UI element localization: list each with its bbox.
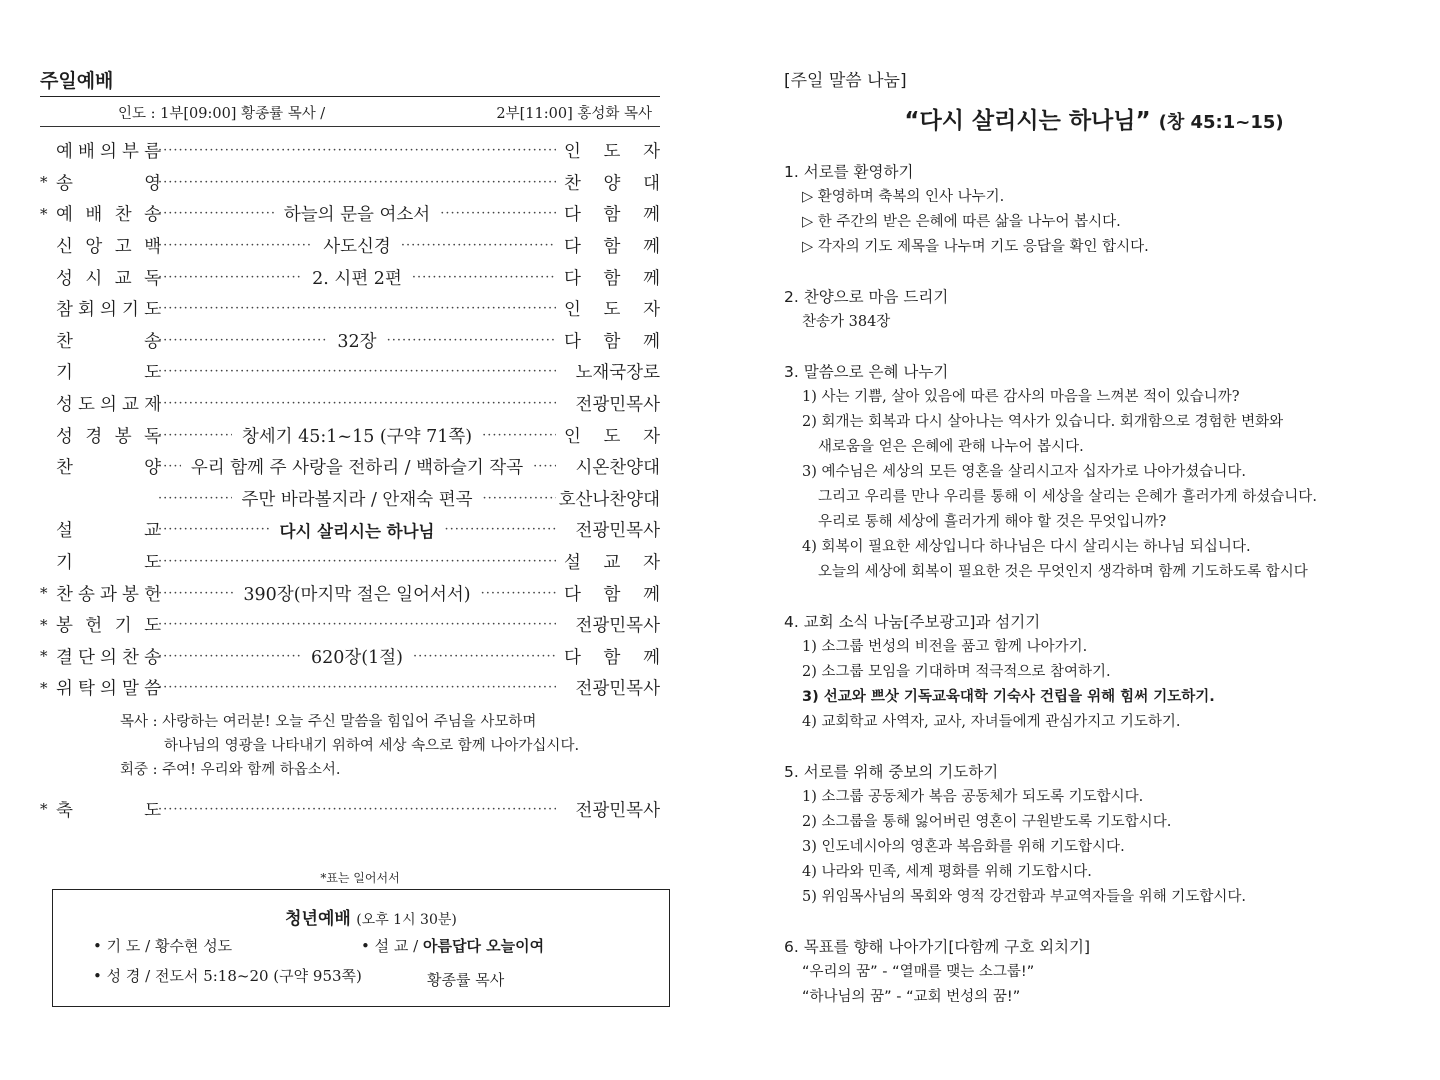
order-item-role	[564, 138, 660, 163]
order-item-name	[56, 296, 161, 321]
name-char: 함	[603, 331, 621, 352]
dot-leader	[158, 518, 556, 542]
order-item-role	[564, 644, 660, 669]
name-char: 봉	[56, 616, 73, 637]
name-char: 교	[114, 268, 132, 289]
order-item-role: 호산나찬양대	[558, 489, 660, 510]
section-item: 1) 소그룹 번성의 비전을 품고 함께 나아가기.	[802, 639, 1088, 655]
youth-title: 청년예배	[285, 909, 351, 929]
name-char: 도	[78, 395, 95, 416]
name-char: 께	[643, 647, 660, 668]
name-char: 양	[144, 458, 161, 479]
section-item: 우리로 통해 세상에 흘러가게 해야 할 것은 무엇입니까?	[818, 514, 1167, 530]
youth-title-row	[93, 904, 649, 929]
leader-first-service: 인도 : 1부[09:00] 황종률 목사 /	[118, 106, 326, 122]
youth-sermon	[361, 935, 544, 956]
order-item-name	[56, 517, 161, 542]
order-item-content: 주만 바라볼지라 / 안재숙 편곡	[241, 489, 473, 510]
order-row	[40, 230, 660, 262]
leaders-row	[40, 97, 660, 126]
dot-leader	[158, 301, 556, 316]
order-item-name	[56, 644, 161, 669]
name-char: 기	[56, 363, 73, 384]
name-char: 축	[56, 800, 73, 821]
name-char: 다	[564, 584, 581, 605]
dot-leader	[158, 175, 556, 190]
order-item-role	[564, 296, 660, 321]
blessing-name	[56, 797, 161, 822]
name-char: 성	[56, 395, 73, 416]
name-char: 찬	[122, 647, 139, 668]
dot-leader	[158, 364, 556, 379]
dot-leader	[158, 201, 556, 226]
order-item-role: 전광민목사	[575, 395, 660, 416]
dot-leader	[158, 396, 556, 411]
name-char: 름	[144, 142, 161, 163]
name-char: 독	[144, 426, 161, 447]
name-char: 봉	[114, 426, 132, 447]
name-char: 영	[144, 173, 161, 194]
name-char: 께	[643, 268, 660, 289]
dot-leader	[158, 328, 556, 353]
stand-mark: *	[40, 678, 48, 697]
dot-leader	[158, 233, 556, 258]
order-row	[40, 641, 660, 673]
order-row	[40, 261, 660, 293]
sharing-section	[784, 285, 1404, 335]
order-item-role	[564, 328, 660, 353]
name-char: 다	[564, 331, 581, 352]
youth-prayer: • 기 도 / 황수현 성도	[93, 937, 233, 955]
dot-leader	[158, 486, 556, 511]
name-char: 찬	[56, 458, 73, 479]
order-item-content: 다시 살리시는 하나님	[279, 521, 435, 541]
name-char: 헌	[85, 616, 103, 637]
order-row	[40, 388, 660, 420]
order-row	[40, 198, 660, 230]
name-char: 기	[56, 553, 73, 574]
name-char: 께	[643, 584, 660, 605]
name-char: 단	[78, 647, 95, 668]
order-item-content: 32장	[337, 331, 377, 352]
order-item-name	[56, 170, 161, 195]
name-char: 양	[603, 173, 621, 194]
name-char: 자	[643, 300, 660, 321]
order-item-role: 전광민목사	[575, 521, 660, 542]
name-char: 께	[643, 237, 660, 258]
section-item: ▷ 한 주간의 받은 은혜에 따른 삶을 나누어 봅시다.	[802, 214, 1121, 230]
youth-row	[93, 935, 649, 965]
section-item: 새로움을 얻은 은혜에 관해 나누어 봅시다.	[818, 439, 1084, 455]
order-row	[40, 325, 660, 357]
order-item-role	[564, 549, 660, 574]
stand-mark: *	[40, 173, 48, 192]
name-char: 제	[144, 395, 161, 416]
section-item: “우리의 꿈” - “열매를 맺는 소그룹!”	[802, 964, 1035, 980]
order-item-content: 390장(마지막 절은 일어서서)	[243, 584, 471, 605]
name-char: 도	[144, 616, 161, 637]
sharing-section	[784, 610, 1404, 735]
name-char: 교	[122, 395, 139, 416]
section-item: ▷ 환영하며 축복의 인사 나누기.	[802, 189, 1005, 205]
order-row	[40, 483, 660, 515]
name-char: 다	[564, 205, 581, 226]
section-item: 2) 소그룹을 통해 잃어버린 영혼이 구원받도록 기도합시다.	[802, 814, 1172, 830]
stand-note: *표는 일어서서	[320, 871, 400, 886]
section-heading: 6. 목표를 향해 나아가기[다함께 구호 외치기]	[784, 938, 1091, 956]
section-heading: 4. 교회 소식 나눔[주보광고]과 섬기기	[784, 613, 1041, 631]
section-heading: 3. 말씀으로 은혜 나누기	[784, 363, 949, 381]
section-item: 4) 나라와 민족, 세계 평화를 위해 기도합시다.	[802, 864, 1092, 880]
order-item-name	[56, 423, 161, 448]
dot-leader	[158, 265, 556, 290]
name-char: 다	[564, 237, 581, 258]
name-char: 다	[564, 268, 581, 289]
name-char: 도	[144, 363, 161, 384]
sharing-section	[784, 935, 1404, 1010]
name-char: 인	[564, 426, 581, 447]
section-item: 5) 위임목사님의 목회와 영적 강건함과 부교역자들을 위해 기도합시다.	[802, 889, 1246, 905]
order-item-role	[564, 423, 660, 448]
name-char: 도	[603, 142, 621, 163]
youth-sermon-title: 아름답다 오늘이여	[422, 937, 545, 955]
name-char: 기	[114, 616, 132, 637]
section-item: 4) 회복이 필요한 세상입니다 하나님은 다시 살리시는 하나님 되십니다.	[802, 539, 1251, 555]
section-item: 2) 소그룹 모임을 기대하며 적극적으로 참여하기.	[802, 664, 1111, 680]
sharing-sections	[784, 160, 1404, 1010]
stand-mark: *	[40, 615, 48, 634]
order-item-name	[56, 359, 161, 384]
name-char: 송	[78, 584, 95, 605]
name-char: 배	[78, 142, 95, 163]
sharing-section	[784, 760, 1404, 910]
order-item-content: 하늘의 문을 여소서	[283, 205, 431, 226]
order-row	[40, 356, 660, 388]
name-char: 교	[603, 553, 621, 574]
blessing-row	[40, 794, 660, 826]
section-item: 1) 소그룹 공동체가 복음 공동체가 되도록 기도합시다.	[802, 789, 1144, 805]
section-item: 오늘의 세상에 회복이 필요한 것은 무엇인지 생각하며 함께 기도하도록 합시다	[818, 564, 1308, 580]
benediction-line: 하나님의 영광을 나타내기 위하여 세상 속으로 함께 나아가십시다.	[164, 737, 580, 754]
name-char: 자	[643, 553, 660, 574]
order-item-role	[564, 233, 660, 258]
name-char: 의	[100, 647, 117, 668]
sharing-title-row	[784, 98, 1404, 160]
name-char: 송	[144, 647, 161, 668]
section-item: 3) 선교와 쁘삿 기독교육대학 기숙사 건립을 위해 힘써 기도하기.	[802, 689, 1215, 705]
youth-service-box	[52, 889, 670, 1007]
name-char: 과	[100, 584, 117, 605]
order-of-worship	[40, 135, 660, 704]
name-char: 인	[564, 142, 581, 163]
order-item-name	[56, 454, 161, 479]
order-row	[40, 672, 660, 704]
name-char: 도	[603, 300, 621, 321]
youth-pastor: 황종률 목사	[427, 971, 505, 989]
order-item-name	[56, 328, 161, 353]
order-item-role: 시온찬양대	[575, 458, 660, 479]
name-char: 참	[56, 300, 73, 321]
benediction-line: 목사 : 사랑하는 여러분! 오늘 주신 말씀을 힘입어 주님을 사모하며	[120, 713, 537, 730]
name-char: 결	[56, 647, 73, 668]
order-item-name	[56, 233, 161, 258]
sharing-section	[784, 360, 1404, 585]
name-char: 도	[144, 553, 161, 574]
order-item-role: 전광민목사	[575, 616, 660, 637]
dot-leader	[158, 554, 556, 569]
stand-mark: *	[40, 204, 48, 223]
name-char: 탁	[78, 679, 95, 700]
name-char: 설	[564, 553, 581, 574]
order-item-name	[56, 549, 161, 574]
name-char: 의	[100, 395, 117, 416]
dot-leader	[158, 143, 556, 158]
scripture-ref: (창 45:1~15)	[1158, 112, 1284, 133]
name-char: 예	[56, 142, 73, 163]
name-char: 찬	[564, 173, 581, 194]
name-char: 께	[643, 205, 660, 226]
name-char: 경	[85, 426, 103, 447]
dot-leader	[158, 423, 556, 448]
section-item: ▷ 각자의 기도 제목을 나누며 기도 응답을 확인 합시다.	[802, 239, 1149, 255]
name-char: 말	[122, 679, 139, 700]
dot-leader	[158, 454, 556, 479]
youth-row	[93, 965, 649, 995]
name-char: 찬	[56, 331, 73, 352]
dot-leader	[158, 617, 556, 632]
dot-leader	[158, 680, 556, 695]
sharing-category: [주일 말씀 나눔]	[784, 71, 907, 91]
leader-second-service: 2부[11:00] 홍성화 목사	[496, 106, 652, 122]
order-row	[40, 419, 660, 451]
name-char: 함	[603, 237, 621, 258]
order-item-role	[564, 265, 660, 290]
order-item-name	[56, 201, 161, 226]
section-item: 4) 교회학교 사역자, 교사, 자녀들에게 관심가지고 기도하기.	[802, 714, 1181, 730]
order-row	[40, 135, 660, 167]
name-char: 씀	[144, 679, 161, 700]
order-item-content: 우리 함께 주 사랑을 전하리 / 백하슬기 작곡	[190, 458, 524, 479]
name-char: 송	[144, 205, 161, 226]
section-item: 찬송가 384장	[802, 314, 891, 330]
name-char: 찬	[56, 584, 73, 605]
name-char: 의	[100, 142, 117, 163]
name-char: 자	[643, 142, 660, 163]
order-item-role	[564, 170, 660, 195]
name-char: 봉	[122, 584, 139, 605]
youth-sermon-label: • 설 교 /	[361, 937, 419, 955]
order-item-role: 노재국장로	[575, 363, 660, 384]
name-char: 회	[78, 300, 95, 321]
name-char: 인	[564, 300, 581, 321]
sermon-sharing-page	[784, 66, 1404, 1035]
order-row	[40, 167, 660, 199]
order-item-name	[56, 581, 161, 606]
order-item-content: 창세기 45:1~15 (구약 71쪽)	[241, 426, 473, 447]
name-char: 도	[603, 426, 621, 447]
section-item: “하나님의 꿈” - “교회 번성의 꿈!”	[802, 989, 1021, 1005]
name-char: 성	[56, 268, 73, 289]
section-heading: 5. 서로를 위해 중보의 기도하기	[784, 763, 999, 781]
order-row	[40, 577, 660, 609]
name-char: 기	[122, 300, 139, 321]
order-item-name	[56, 138, 161, 163]
dot-leader	[158, 802, 556, 817]
order-row	[40, 546, 660, 578]
benediction-dialogue	[40, 710, 660, 782]
leaders-rule	[40, 126, 660, 127]
section-item: 2) 회개는 회복과 다시 살아나는 역사가 있습니다. 회개함으로 경험한 변화와	[802, 414, 1284, 430]
name-char: 신	[56, 237, 73, 258]
section-item: 그리고 우리를 만나 우리를 통해 이 세상을 살리는 은혜가 흘러가게 하셨습니다.	[818, 489, 1317, 505]
order-item-role	[564, 201, 660, 226]
name-char: 함	[603, 205, 621, 226]
name-char: 고	[114, 237, 132, 258]
name-char: 교	[144, 521, 161, 542]
order-row	[40, 451, 660, 483]
name-char: 예	[56, 205, 73, 226]
sermon-title: “다시 살리시는 하나님”	[904, 108, 1151, 134]
order-item-content: 2. 시편 2편	[312, 268, 402, 289]
section-item: 1) 사는 기쁨, 살아 있음에 따른 감사의 마음을 느껴본 적이 있습니까?	[802, 389, 1240, 405]
order-row	[40, 293, 660, 325]
section-heading: 1. 서로를 환영하기	[784, 163, 914, 181]
youth-time: (오후 1시 30분)	[356, 912, 457, 928]
name-char: 자	[643, 426, 660, 447]
section-item: 3) 예수님은 세상의 모든 영혼을 살리시고자 십자가로 나아가셨습니다.	[802, 464, 1246, 480]
stand-mark: *	[40, 800, 48, 819]
stand-mark: *	[40, 584, 48, 603]
section-heading: 2. 찬양으로 마음 드리기	[784, 288, 949, 306]
name-char: 위	[56, 679, 73, 700]
name-char: 도	[144, 800, 161, 821]
stand-mark: *	[40, 647, 48, 666]
name-char: 대	[643, 173, 660, 194]
name-char: 도	[144, 300, 161, 321]
name-char: 다	[564, 647, 581, 668]
section-item: 3) 인도네시아의 영혼과 복음화를 위해 기도합시다.	[802, 839, 1125, 855]
youth-scripture: • 성 경 / 전도서 5:18~20 (구약 953쪽)	[93, 967, 362, 985]
order-row	[40, 514, 660, 546]
name-char: 송	[56, 173, 73, 194]
worship-title: 주일예배	[40, 70, 114, 92]
order-item-role: 전광민목사	[575, 679, 660, 700]
name-char: 설	[56, 521, 73, 542]
order-row	[40, 609, 660, 641]
benediction-line: 회중 : 주여! 우리와 함께 하옵소서.	[120, 761, 341, 778]
name-char: 부	[122, 142, 139, 163]
worship-order-page	[40, 66, 660, 886]
name-char: 찬	[114, 205, 132, 226]
name-char: 께	[643, 331, 660, 352]
name-char: 함	[603, 584, 621, 605]
name-char: 함	[603, 647, 621, 668]
order-item-name	[56, 612, 161, 637]
dot-leader	[158, 581, 556, 606]
order-item-name	[56, 265, 161, 290]
order-item-content: 사도신경	[323, 237, 391, 258]
name-char: 성	[56, 426, 73, 447]
name-char: 의	[100, 300, 117, 321]
order-item-name	[56, 391, 161, 416]
dot-leader	[158, 644, 556, 669]
name-char: 앙	[85, 237, 103, 258]
name-char: 백	[144, 237, 161, 258]
order-item-content: 620장(1절)	[311, 647, 404, 668]
name-char: 독	[144, 268, 161, 289]
order-item-name	[56, 675, 161, 700]
name-char: 시	[85, 268, 103, 289]
name-char: 송	[144, 331, 161, 352]
order-item-role	[564, 581, 660, 606]
blessing-role: 전광민목사	[575, 800, 660, 821]
sharing-section	[784, 160, 1404, 260]
name-char: 함	[603, 268, 621, 289]
name-char: 배	[85, 205, 103, 226]
name-char: 헌	[144, 584, 161, 605]
name-char: 의	[100, 679, 117, 700]
